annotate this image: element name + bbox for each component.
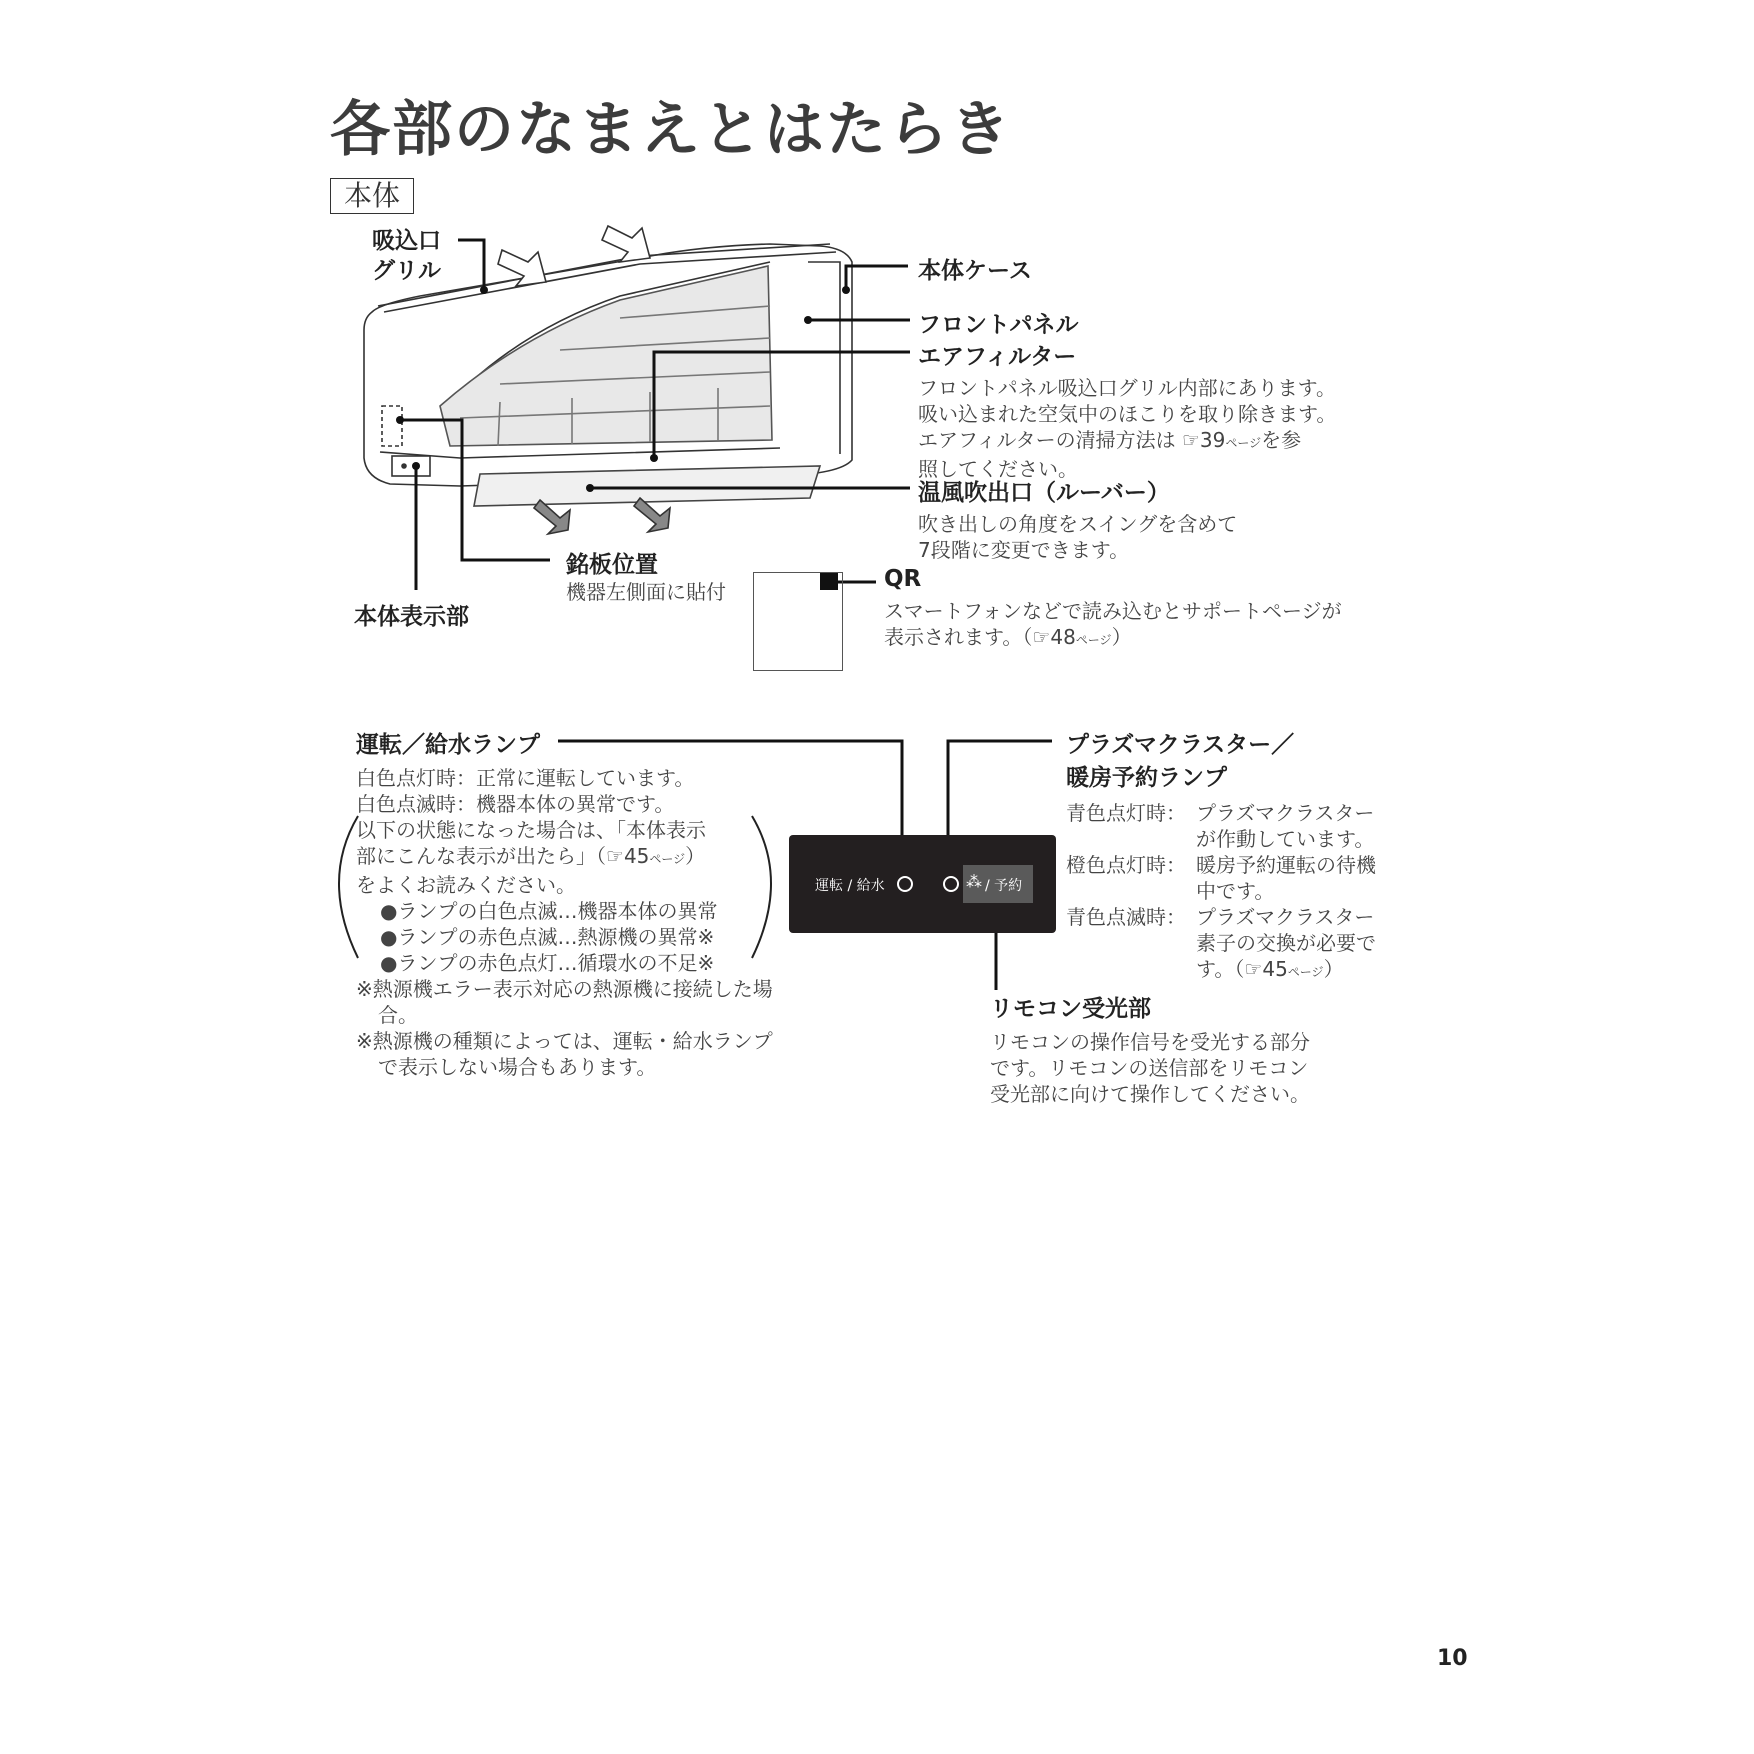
remote-receiver-block	[990, 990, 1310, 1107]
remote-receiver-title: リモコン受光部	[990, 996, 1151, 1022]
page-title: 各部のなまえとはたらき	[330, 95, 1012, 165]
panel-run-label: 運転 / 給水	[815, 878, 885, 894]
pointing-hand-icon: ☞	[606, 844, 624, 868]
bracket-line: 以下の状態になった場合は、「本体表示	[356, 818, 706, 842]
plasma-row: 青色点灯時： プラズマクラスター が作動しています。	[1066, 801, 1375, 851]
ref-page: 39	[1199, 428, 1226, 452]
nameplate-block	[566, 546, 726, 605]
panel-reserve-label: / 予約	[985, 878, 1023, 894]
run-lamp-line: 白色点滅時：機器本体の異常です。	[356, 792, 675, 816]
air-filter-title: エアフィルター	[918, 344, 1077, 370]
pointing-hand-icon: ☞	[1032, 625, 1051, 649]
air-filter-line: 照してください。	[918, 457, 1078, 481]
remote-receiver-line: 受光部に向けて操作してください。	[990, 1082, 1310, 1106]
plasmacluster-icon: ⁂	[966, 872, 982, 891]
plasma-lamp-title: プラズマクラスター／	[1066, 732, 1295, 758]
air-filter-line: 吸い込まれた空気中のほこりを取り除きます。	[918, 402, 1337, 426]
page-number: 10	[1437, 1646, 1468, 1671]
plasma-lamp-icon	[943, 876, 959, 892]
run-lamp-title: 運転／給水ランプ	[356, 732, 540, 758]
plasma-row: 青色点滅時： プラズマクラスター 素子の交換が必要で す。（☞45ページ）	[1066, 904, 1376, 985]
remote-receiver-line: です。リモコンの送信部をリモコン	[990, 1056, 1309, 1080]
louver-title: 温風吹出口（ルーバー）	[918, 480, 1170, 506]
plasma-lamp-title: 暖房予約ランプ	[1066, 765, 1227, 791]
bullet-item: ●ランプの赤色点滅…熱源機の異常※	[380, 925, 715, 949]
pointing-hand-icon: ☞	[1181, 428, 1200, 452]
display-label: 本体表示部	[354, 604, 469, 630]
bracket-line: をよくお読みください。	[356, 873, 576, 897]
plasma-lamp-block	[1066, 726, 1376, 985]
run-lamp-line: 白色点灯時：正常に運転しています。	[356, 766, 695, 790]
qr-frame	[753, 572, 843, 671]
air-filter-ref-line: エアフィルターの清掃方法は ☞39ページを参	[918, 428, 1302, 452]
intake-grille-label: 吸込口 グリル	[372, 228, 441, 284]
louver-line: 吹き出しの角度をスイングを含めて	[918, 512, 1238, 536]
pointing-hand-icon: ☞	[1244, 957, 1263, 981]
air-filter-line: フロントパネル吸込口グリル内部にあります。	[918, 376, 1336, 400]
plasma-ref-line: す。（☞45ページ）	[1196, 957, 1344, 981]
qr-line: スマートフォンなどで読み込むとサポートページが	[884, 599, 1342, 623]
note-item: ※熱源機エラー表示対応の熱源機に接続した場合。	[356, 977, 773, 1027]
nameplate-desc: 機器左側面に貼付	[566, 580, 726, 604]
qr-ref-line: 表示されます。（☞48ページ）	[884, 625, 1132, 649]
nameplate-title: 銘板位置	[566, 552, 658, 578]
bracket-ref-line: 部にこんな表示が出たら」（☞45ページ）	[356, 844, 706, 868]
plasma-row: 橙色点灯時： 暖房予約運転の待機 中です。	[1066, 853, 1376, 903]
louver-line: 7段階に変更できます。	[918, 538, 1130, 562]
run-lamp-icon	[897, 876, 913, 892]
qr-title: QR	[884, 566, 922, 592]
air-filter-block	[918, 338, 1336, 482]
louver-block	[918, 474, 1237, 563]
section-badge: 本体	[330, 178, 414, 214]
remote-receiver-line: リモコンの操作信号を受光する部分	[990, 1030, 1310, 1054]
note-item: ※熱源機の種類によっては、運転・給水ランプで表示しない場合もあります。	[356, 1029, 773, 1079]
run-lamp-block	[356, 726, 778, 1080]
bullet-item: ●ランプの白色点滅…機器本体の異常	[380, 899, 718, 923]
body-case-label: 本体ケース	[918, 258, 1032, 284]
qr-block	[884, 566, 1342, 653]
bullet-item: ●ランプの赤色点灯…循環水の不足※	[380, 951, 715, 975]
front-panel-label: フロントパネル	[918, 312, 1079, 338]
